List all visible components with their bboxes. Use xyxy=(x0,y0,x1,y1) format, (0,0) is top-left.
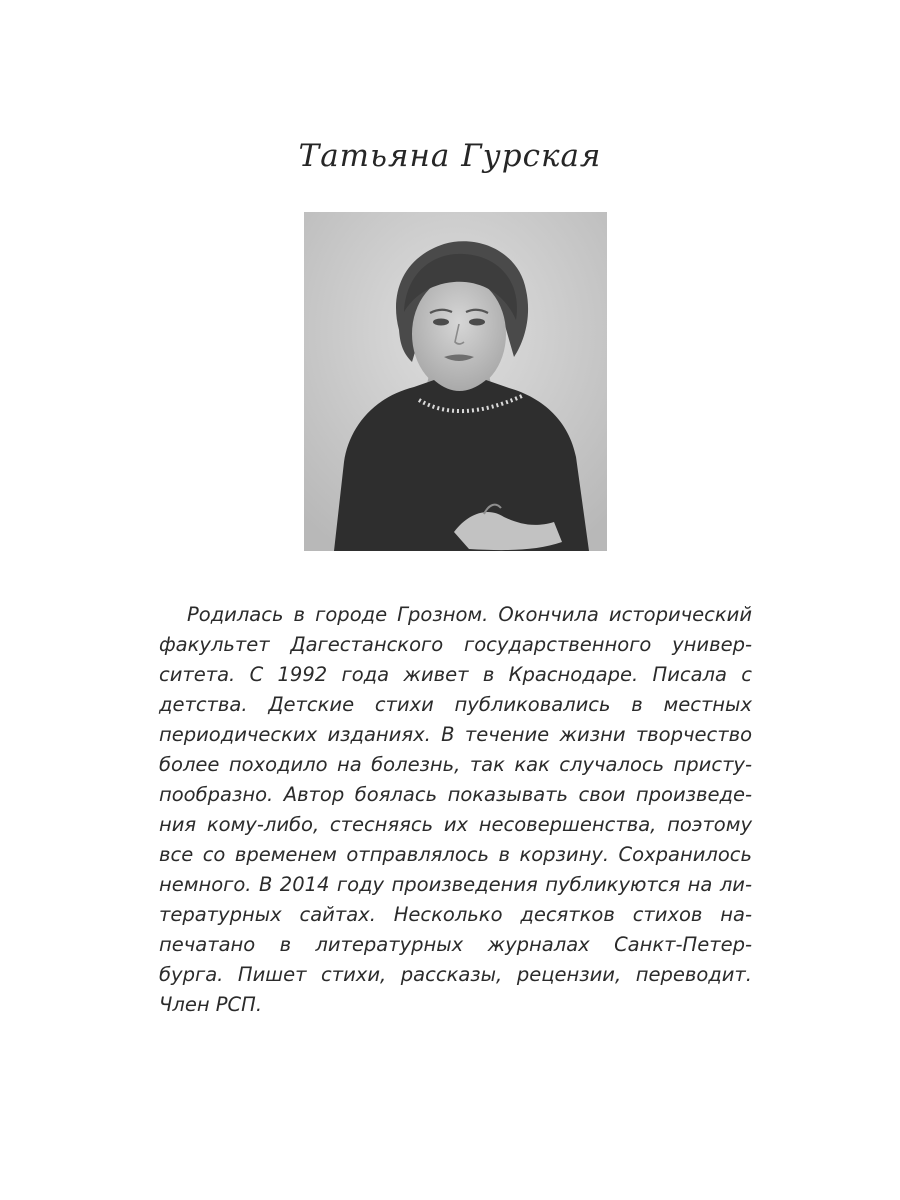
author-name-heading: Татьяна Гурская xyxy=(298,138,602,174)
bio-line: Член РСП. xyxy=(159,993,263,1016)
bio-line: ситета. С 1992 года живет в Краснодаре. Писала с xyxy=(159,663,752,686)
bio-line: бурга. Пишет стихи, рассказы, рецензии, переводит. xyxy=(159,963,752,986)
bio-line: факультет Дагестанского государственного универ- xyxy=(159,633,752,656)
bio-line: пообразно. Автор боялась показывать свои произведе- xyxy=(159,783,752,806)
author-portrait xyxy=(304,212,607,551)
bio-line: все со временем отправлялось в корзину. Сохранилось xyxy=(159,843,752,866)
bio-line: тературных сайтах. Несколько десятков стихов на- xyxy=(159,903,752,926)
bio-line: периодических изданиях. В течение жизни творчество xyxy=(159,723,752,746)
author-biography xyxy=(159,600,752,1020)
author-portrait-photo-icon xyxy=(304,212,607,551)
bio-line: печатано в литературных журналах Санкт-Петер- xyxy=(159,933,752,956)
bio-line: детства. Детские стихи публиковались в местных xyxy=(159,693,752,716)
bio-line: более походило на болезнь, так как случалось присту- xyxy=(159,753,752,776)
bio-line: Родилась в городе Грозном. Окончила исторический xyxy=(187,603,752,626)
bio-line: немного. В 2014 году произведения публикуются на ли- xyxy=(159,873,752,896)
bio-line: ния кому-либо, стесняясь их несовершенства, поэтому xyxy=(159,813,752,836)
